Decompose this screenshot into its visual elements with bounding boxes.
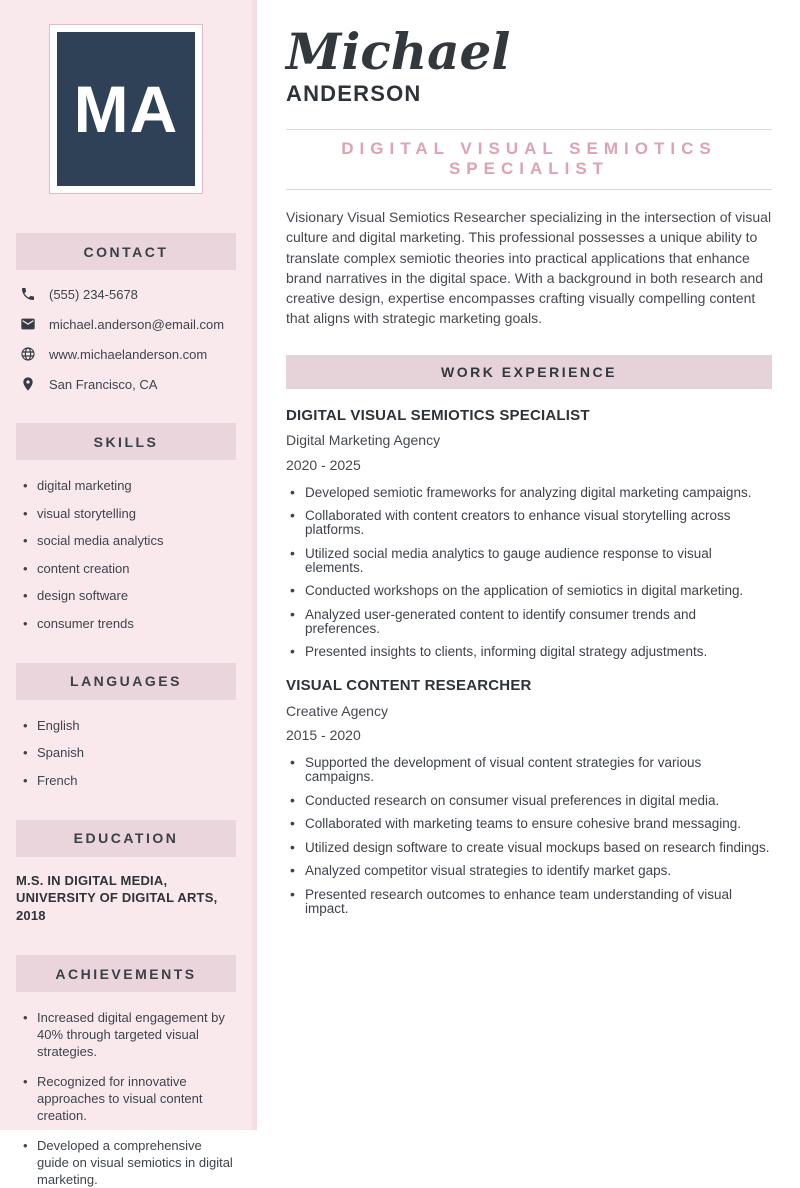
contact-list: [0, 270, 252, 392]
first-name: Michael: [286, 22, 511, 81]
achievement-item: • Recognized for innovative approaches to visual content creation.: [22, 1073, 238, 1124]
contact-location: San Francisco, CA: [49, 376, 158, 392]
job-bullet: • Collaborated with content creators to enhance visual storytelling across platforms.: [286, 509, 772, 537]
main-content: [257, 0, 800, 1130]
job-entry: [286, 407, 772, 660]
language-item: • English: [22, 717, 238, 734]
location-icon: [20, 376, 36, 392]
job-company: Digital Marketing Agency: [286, 432, 441, 449]
skill-item: • design software: [22, 587, 238, 604]
language-item: • French: [22, 772, 238, 789]
last-name: ANDERSON: [286, 81, 422, 106]
job-company: Creative Agency: [286, 702, 388, 719]
contact-row-website: [20, 346, 238, 362]
language-item: • Spanish: [22, 744, 238, 761]
contact-row-email: [20, 316, 238, 332]
job-bullet: • Supported the development of visual content strategies for various campaigns.: [286, 756, 772, 784]
contact-website: www.michaelanderson.com: [49, 346, 208, 362]
skill-item: • consumer trends: [22, 615, 238, 632]
job-bullet: • Analyzed user-generated content to identify consumer trends and preferences.: [286, 608, 772, 636]
job-bullet-list: [286, 486, 772, 660]
job-title: VISUAL CONTENT RESEARCHER: [286, 677, 532, 695]
job-bullet: • Conducted research on consumer visual preferences in digital media.: [286, 794, 772, 808]
phone-icon: [20, 286, 36, 302]
skill-item: • social media analytics: [22, 532, 238, 549]
job-title: DIGITAL VISUAL SEMIOTICS SPECIALIST: [286, 406, 590, 424]
skill-item: • content creation: [22, 560, 238, 577]
sidebar: [0, 0, 252, 1187]
job-bullet: • Analyzed competitor visual strategies to identify market gaps.: [286, 864, 772, 878]
headline-block: [286, 129, 772, 190]
contact-phone: (555) 234-5678: [49, 286, 138, 302]
job-dates: 2015 - 2020: [286, 727, 361, 744]
languages-heading: LANGUAGES: [16, 663, 236, 700]
contact-heading: CONTACT: [16, 233, 236, 270]
job-bullet: • Presented research outcomes to enhance team understanding of visual impact.: [286, 888, 772, 916]
job-entry: [286, 677, 772, 916]
job-bullet: • Presented insights to clients, informing digital strategy adjustments.: [286, 645, 772, 659]
globe-icon: [20, 346, 36, 362]
contact-row-location: [20, 376, 238, 392]
contact-email: michael.anderson@email.com: [49, 316, 225, 332]
languages-list: [0, 700, 252, 789]
skills-list: [0, 460, 252, 632]
skill-item: • digital marketing: [22, 477, 238, 494]
job-bullet: • Utilized design software to create visual mockups based on research findings.: [286, 841, 772, 855]
education-entry: M.S. IN DIGITAL MEDIA, UNIVERSITY OF DIGITAL ARTS, 2018: [16, 872, 218, 923]
job-bullet: • Developed semiotic frameworks for analyzing digital marketing campaigns.: [286, 486, 772, 500]
education-heading: EDUCATION: [16, 820, 236, 857]
mail-icon: [20, 316, 36, 332]
job-bullet: • Utilized social media analytics to gauge audience response to visual elements.: [286, 547, 772, 575]
contact-row-phone: [20, 286, 238, 302]
monogram-frame: [49, 24, 203, 194]
skills-heading: SKILLS: [16, 423, 236, 460]
job-bullet-list: [286, 756, 772, 916]
headline: DIGITAL VISUAL SEMIOTICS SPECIALIST: [341, 139, 717, 178]
achievements-heading: ACHIEVEMENTS: [16, 955, 236, 992]
skill-item: • visual storytelling: [22, 505, 238, 522]
job-dates: 2020 - 2025: [286, 456, 361, 473]
achievement-item: • Developed a comprehensive guide on visual semiotics in digital marketing.: [22, 1137, 238, 1188]
achievements-list: [0, 992, 252, 1188]
summary-paragraph: Visionary Visual Semiotics Researcher specializing in the intersection of visual culture and digital marketing. This professional possesses a unique ability to translate complex semiotic theories into practical applications that enhance brand narratives in the digital space. With a background in both research and creative design, expertise encompasses crafting visually compelling content that aligns with strategic marketing goals.: [286, 209, 772, 327]
achievement-item: • Increased digital engagement by 40% through targeted visual strategies.: [22, 1009, 238, 1060]
work-experience-heading: WORK EXPERIENCE: [286, 355, 772, 389]
job-bullet: • Collaborated with marketing teams to ensure cohesive brand messaging.: [286, 817, 772, 831]
monogram: MA: [57, 32, 195, 186]
job-bullet: • Conducted workshops on the application of semiotics in digital marketing.: [286, 584, 772, 598]
